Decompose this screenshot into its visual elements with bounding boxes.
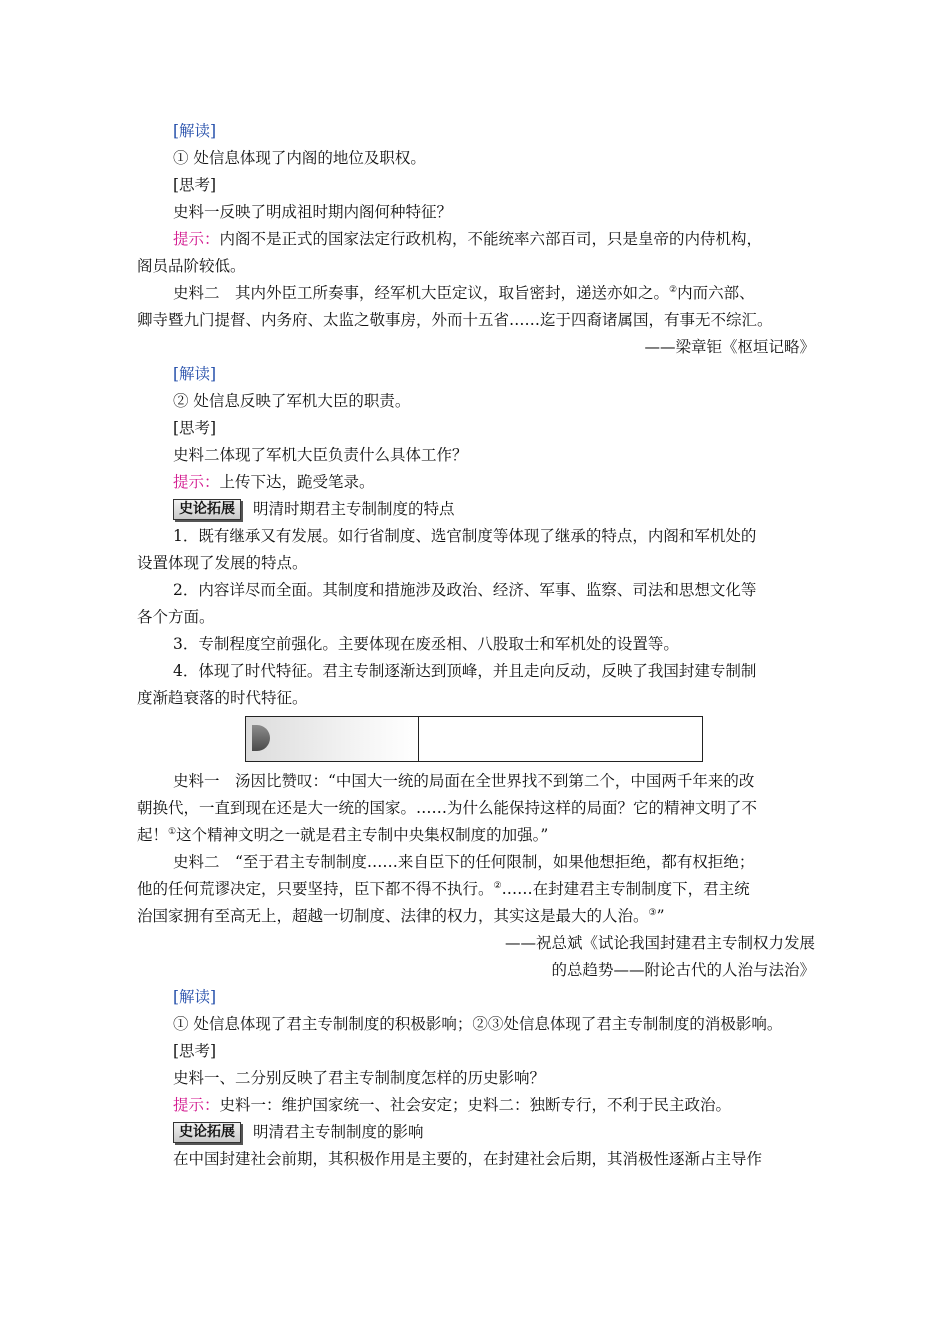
hint-text: 史料一：维护国家统一、社会安定；史料二：独断专行，不利于民主政治。 [219,1096,732,1114]
source-text-continued: 朝换代，一直到现在还是大一统的国家。……为什么能保持这样的局面？它的精神文明了不 [137,799,758,817]
topic-banner [245,716,703,762]
reflection-question: 史料一、二分别反映了君主专制制度怎样的历史影响？ [173,1069,546,1087]
interpretation-text: ① 处信息体现了君主专制制度的积极影响；②③处信息体现了君主专制制度的消极影响。 [173,1015,783,1033]
reflection-question: 史料二体现了军机大臣负责什么具体工作？ [173,446,468,464]
hint-label: 提示： [173,1096,220,1114]
reflection-question: 史料一反映了明成祖时期内阁何种特征？ [173,203,453,221]
list-item: 3．专制程度空前强化。主要体现在废丞相、八股取士和军机处的设置等。 [173,635,679,653]
source-text: 这个精神文明之一就是君主专制中央集权制度的加强。” [176,826,549,844]
source-text-continued [137,822,815,849]
hint-text: 上传下达，跪受笔录。 [219,473,375,491]
source-citation: ——祝总斌《试论我国封建君主专制权力发展 [504,934,815,952]
source-text-continued [137,903,815,930]
source-text: ……在封建君主专制制度下，君主统 [501,880,750,898]
extension-title: 明清时期君主专制制度的特点 [253,500,455,518]
reflection-heading: [思考] [173,176,217,194]
hint-line [137,226,815,253]
interpretation-heading: [解读] [173,365,217,383]
list-item: 2．内容详尽而全面。其制度和措施涉及政治、经济、军事、监察、司法和思想文化等 [173,581,757,599]
topic-title [419,717,702,761]
paragraph-text: 在中国封建社会前期，其积极作用是主要的，在封建社会后期，其消极性逐渐占主导作 [173,1150,763,1168]
source-text: 起！ [137,826,169,844]
hint-text: 内阁不是正式的国家法定行政机构，不能统率六部百司，只是皇帝的内侍机构， [219,230,763,248]
footnote-marker: ① [168,827,177,837]
hint-text-continued: 阁员品阶较低。 [137,257,246,275]
reflection-heading: [思考] [173,419,217,437]
extension-heading [137,1119,815,1146]
interpretation-text: ② 处信息反映了军机大臣的职责。 [173,392,411,410]
source-material-two: 史料二 “至于君主专制制度……来自臣下的任何限制，如果他想拒绝，都有权拒绝； [173,853,755,871]
extension-title: 明清君主专制制度的影响 [253,1123,424,1141]
extension-heading [137,496,815,523]
interpretation-heading: [解读] [173,988,217,1006]
document-body [137,118,815,1173]
list-item-continued: 设置体现了发展的特点。 [137,554,308,572]
interpretation-heading: [解读] [173,122,217,140]
extension-badge: 史论拓展 [173,499,241,520]
hint-label: 提示： [173,230,220,248]
list-item-continued: 度渐趋衰落的时代特征。 [137,689,308,707]
source-text: 内而六部、 [677,284,755,302]
source-text: 治国家拥有至高无上，超越一切制度、法律的权力，其实这是最大的人治。 [137,907,649,925]
hint-label: 提示： [173,473,220,491]
source-material-two [137,280,815,307]
source-text: ” [656,907,665,925]
extension-badge: 史论拓展 [173,1122,241,1143]
footnote-marker: ② [493,881,502,891]
source-citation: ——梁章钜《枢垣记略》 [644,338,815,356]
source-text: 他的任何荒谬决定，只要坚持，臣下都不得不执行。 [137,880,494,898]
hint-line [137,469,815,496]
source-text-continued: 卿寺暨九门提督、内务府、太监之敬事房，外而十五省……迄于四裔诸属国，有事无不综汇。 [137,311,773,329]
list-item-continued: 各个方面。 [137,608,215,626]
reflection-heading: [思考] [173,1042,217,1060]
list-item: 4．体现了时代特征。君主专制逐渐达到顶峰，并且走向反动，反映了我国封建专制制 [173,662,757,680]
topic-label-area [246,717,419,761]
footnote-marker: ③ [648,908,657,918]
footnote-marker: ② [669,285,678,295]
hint-line [137,1092,815,1119]
source-citation-continued: 的总趋势——附论古代的人治与法治》 [551,961,815,979]
list-item: 1．既有继承又有发展。如行省制度、选官制度等体现了继承的特点，内阁和军机处的 [173,527,757,545]
source-text: 史料二 其内外臣工所奏事，经军机大臣定议，取旨密封，递送亦如之。 [173,284,670,302]
source-text-continued [137,876,815,903]
topic-tag [252,725,270,751]
interpretation-text: ① 处信息体现了内阁的地位及职权。 [173,149,426,167]
source-material-one: 史料一 汤因比赞叹：“中国大一统的局面在全世界找不到第二个，中国两千年来的改 [173,772,755,790]
